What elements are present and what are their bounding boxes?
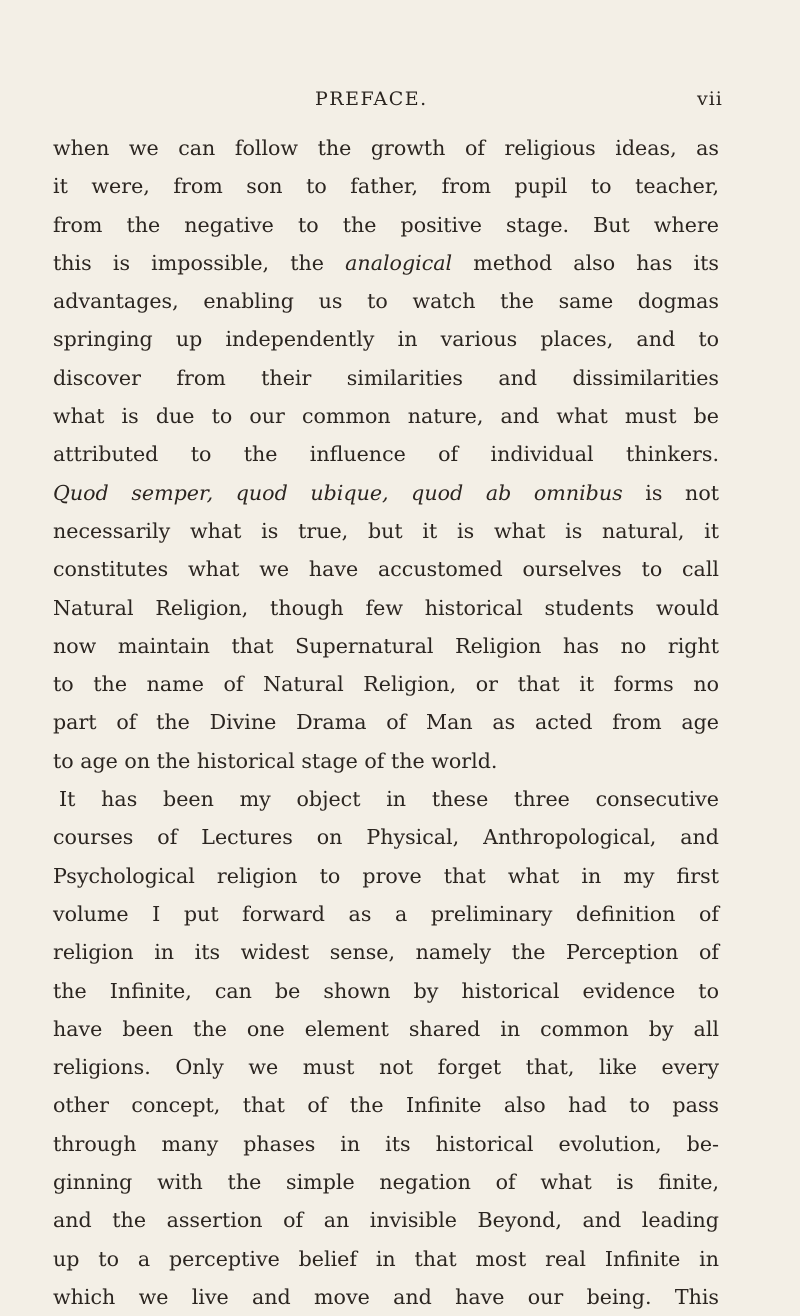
text-line: when we can follow the growth of religious ideas, as <box>53 136 719 160</box>
text-line: to the name of Natural Religion, or that it forms no <box>53 672 719 697</box>
latin-quotation: Quod semper, quod ubique, quod ab omnibus <box>53 480 623 505</box>
text-line: Natural Religion, though few historical students would <box>53 595 719 620</box>
text-line: the Infinite, can be shown by historical evidence to <box>53 978 719 1003</box>
text-line: springing up independently in various places, and to <box>53 327 719 352</box>
text-line: part of the Divine Drama of Man as acted from age <box>53 710 719 735</box>
text-line: advantages, enabling us to watch the same dogmas <box>53 289 719 314</box>
text-line: through many phases in its historical evolution, be- <box>53 1131 719 1156</box>
text-line: religions. Only we must not forget that, like every <box>53 1055 719 1080</box>
italic-term: analogical <box>345 250 453 275</box>
text-line <box>53 474 719 512</box>
text-line: Psychological religion to prove that what in my first <box>53 863 719 888</box>
text-line: discover from their similarities and dissimilarities <box>53 365 719 390</box>
paragraph-start-line: It has been my object in these three consecutive <box>59 787 719 812</box>
text-line: up to a perceptive belief in that most real Infinite in <box>53 1246 719 1271</box>
text-line: courses of Lectures on Physical, Anthropological, and <box>53 825 719 850</box>
text-segment: method also has its <box>452 250 719 275</box>
text-line: volume I put forward as a preliminary definition of <box>53 901 719 926</box>
text-line: ginning with the simple negation of what is finite, <box>53 1170 719 1195</box>
text-line: necessarily what is true, but it is what is natural, it <box>53 518 719 543</box>
paragraph-end-line: to age on the historical stage of the world. <box>53 748 498 773</box>
page-number: vii <box>697 88 723 110</box>
text-line: from the negative to the positive stage. But where <box>53 212 719 237</box>
body-text <box>53 129 719 1316</box>
running-title: PREFACE. <box>315 88 428 110</box>
text-line: other concept, that of the Infinite also had to pass <box>53 1093 719 1118</box>
text-line: constitutes what we have accustomed ourselves to call <box>53 557 719 582</box>
text-line <box>53 244 719 282</box>
text-line: it were, from son to father, from pupil to teacher, <box>53 174 719 199</box>
text-line: now maintain that Supernatural Religion has no right <box>53 633 719 658</box>
text-line: attributed to the influence of individual thinkers. <box>53 442 719 467</box>
text-segment: this is impossible, the <box>53 250 346 275</box>
text-line: have been the one element shared in common by all <box>53 1016 719 1041</box>
text-line: and the assertion of an invisible Beyond, and leading <box>53 1208 719 1233</box>
text-line: religion in its widest sense, namely the Perception of <box>53 940 719 965</box>
text-line: what is due to our common nature, and what must be <box>53 404 719 429</box>
text-line: which we live and move and have our being. This <box>53 1284 719 1309</box>
running-header <box>0 88 800 114</box>
text-segment: is not <box>622 480 719 505</box>
